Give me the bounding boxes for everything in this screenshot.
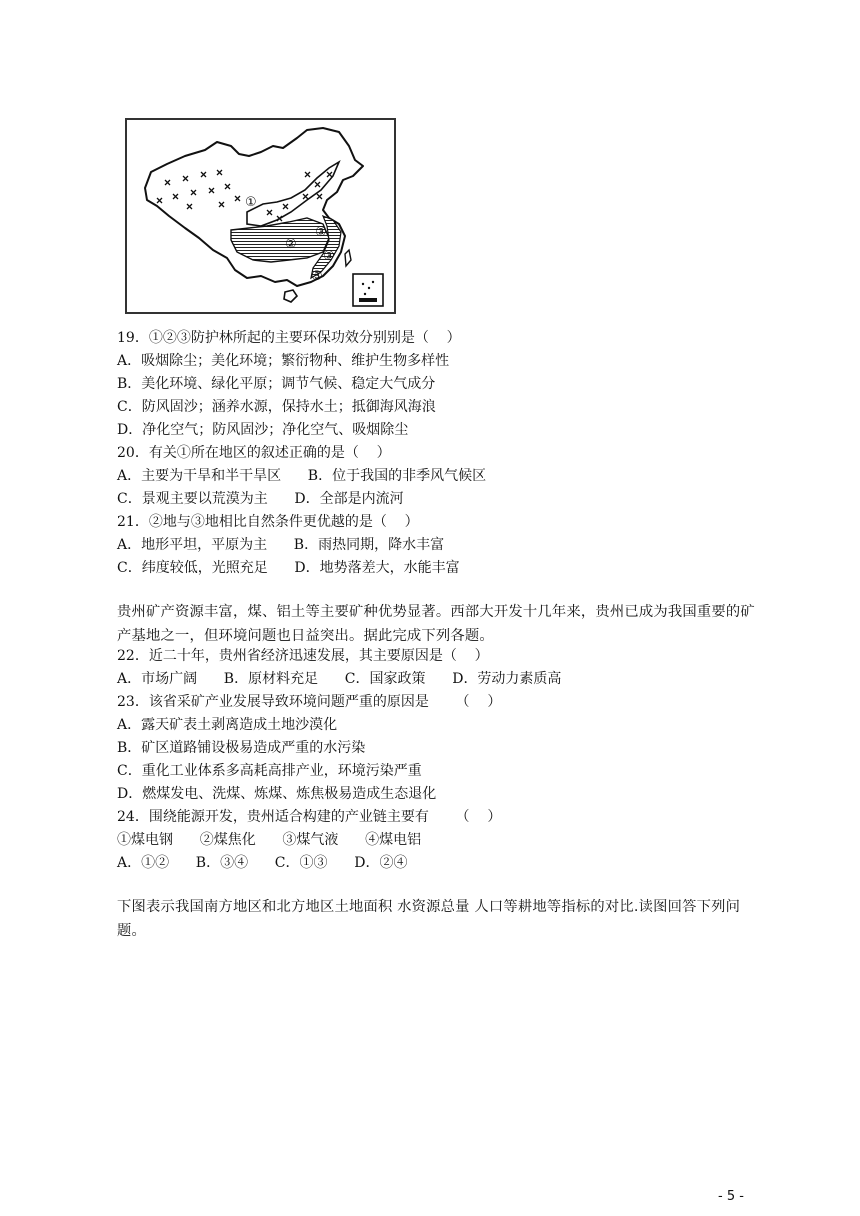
map-label-2: ②: [285, 237, 297, 252]
question-23-option-b: B．矿区道路铺设极易造成严重的水污染: [117, 740, 366, 756]
question-23-stem: 23．该省采矿产业发展导致环境问题严重的原因是 （ ）: [117, 694, 502, 710]
question-20-stem: 20．有关①所在地区的叙述正确的是（ ）: [117, 445, 391, 461]
map-label-1: ①: [245, 195, 257, 210]
page-number: - 5 -: [718, 1189, 744, 1204]
question-19-option-d: D．净化空气；防风固沙；净化空气、吸烟除尘: [117, 422, 409, 438]
question-19-option-c: C．防风固沙；涵养水源，保持水土；抵御海风海浪: [117, 399, 436, 415]
map-label-3b: ③: [323, 249, 335, 264]
question-19-option-b: B．美化环境、绿化平原；调节气候、稳定大气成分: [117, 376, 436, 392]
question-23-option-d: D．燃煤发电、洗煤、炼煤、炼焦极易造成生态退化: [117, 786, 437, 802]
question-19-option-a: A．吸烟除尘；美化环境；繁衍物种、维护生物多样性: [117, 353, 450, 369]
question-24-items: ①煤电钢 ②煤焦化 ③煤气液 ④煤电铝: [117, 832, 422, 848]
question-24-options: A．①② B．③④ C．①③ D．②④: [117, 855, 408, 871]
passage-guizhou: 贵州矿产资源丰富，煤、铝土等主要矿种优势显著。西部大开发十几年来，贵州已成为我国重要的矿产基地之一，但环境问题也日益突出。据此完成下列各题。: [117, 604, 755, 644]
question-23-option-c: C．重化工业体系多高耗高排产业，环境污染严重: [117, 763, 422, 779]
question-21-stem: 21．②地与③地相比自然条件更优越的是（ ）: [117, 514, 419, 530]
question-23-option-a: A．露天矿表土剥离造成土地沙漠化: [117, 717, 338, 733]
map-label-3c: ③: [311, 269, 323, 284]
map-label-3a: ③: [315, 225, 327, 240]
china-map-icon: [127, 120, 394, 312]
question-20-options-ab: A．主要为干旱和半干旱区 B．位于我国的非季风气候区: [117, 468, 487, 484]
china-shelterbelt-map: [125, 118, 396, 314]
passage-north-south: 下图表示我国南方地区和北方地区土地面积 水资源总量 人口等耕地等指标的对比.读图回答下列问题。: [117, 899, 741, 939]
question-20-options-cd: C．景观主要以荒漠为主 D．全部是内流河: [117, 491, 404, 507]
question-19-stem: 19．①②③防护林所起的主要环保功效分别别是（ ）: [117, 330, 461, 346]
question-22-options: A．市场广阔 B．原材料充足 C．国家政策 D．劳动力素质高: [117, 671, 562, 687]
question-24-stem: 24．围绕能源开发，贵州适合构建的产业链主要有 （ ）: [117, 809, 502, 825]
question-21-options-cd: C．纬度较低，光照充足 D．地势落差大，水能丰富: [117, 560, 460, 576]
question-22-stem: 22．近二十年，贵州省经济迅速发展，其主要原因是（ ）: [117, 648, 489, 664]
question-21-options-ab: A．地形平坦，平原为主 B．雨热同期，降水丰富: [117, 537, 445, 553]
